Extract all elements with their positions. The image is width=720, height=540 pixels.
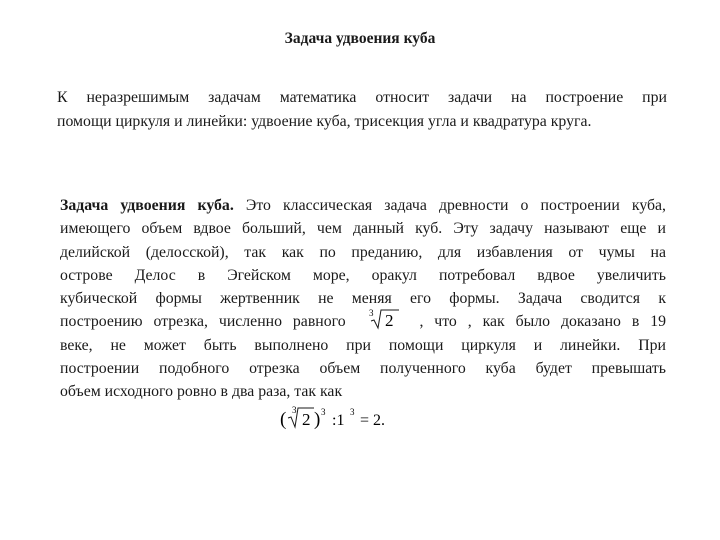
paragraph-line-5: кубической формы жертвенник не меняя его формы. Задача сводится к (60, 290, 666, 308)
paragraph-line-9: объем исходного ровно в два раза, так как (60, 383, 343, 401)
paragraph-line-6 (60, 310, 666, 333)
formula-open-paren: ( (280, 409, 287, 430)
paragraph-line-7: веке, не может быть выполнено при помощи циркуля и линейки. При (60, 336, 666, 354)
formula-exponent-2: 3 (350, 407, 355, 417)
formula-exponent-1: 3 (321, 407, 326, 417)
formula-result: = 2. (360, 412, 386, 429)
cube-root-radicand: 2 (384, 311, 394, 331)
line-6-before: построению отрезка, численно равного (60, 313, 346, 331)
intro-line-2: помощи циркуля и линейки: удвоение куба, трисекция угла и квадратура круга. (57, 113, 592, 130)
paragraph-line-2: имеющего объем вдвое больший, чем данный куб. Эту задачу называют еще и (60, 220, 666, 238)
page-title: Задача удвоения куба (284, 30, 436, 47)
formula-close-paren: ) (314, 409, 321, 430)
paragraph-line-3: делийской (делосской), так как по преданию, для избавления от чумы на (60, 243, 666, 261)
formula-root-index: 3 (292, 405, 297, 415)
formula-radicand: 2 (302, 410, 311, 429)
paragraph-line-8: построении подобного отрезка объем полученного куба будет превышать (60, 360, 666, 378)
line-6-after: , что , как было доказано в 19 (419, 313, 666, 331)
intro-paragraph (57, 86, 667, 134)
paragraph-line-4: острове Делос в Эгейском море, оракул потребовал вдвое увеличить (60, 266, 666, 284)
paragraph-line-1-rest: Это классическая задача древности о построении куба, (233, 197, 667, 214)
intro-line-1: К неразрешимым задачам математика относит задачи на построение при (57, 89, 667, 106)
main-paragraph (60, 194, 666, 404)
cube-root-index: 3 (368, 308, 374, 319)
formula (280, 404, 430, 439)
paragraph-line-1 (60, 194, 666, 217)
bold-lead: Задача удвоения куба. (60, 197, 234, 214)
formula-middle: :1 (332, 412, 345, 429)
cube-root-2 (357, 308, 409, 331)
